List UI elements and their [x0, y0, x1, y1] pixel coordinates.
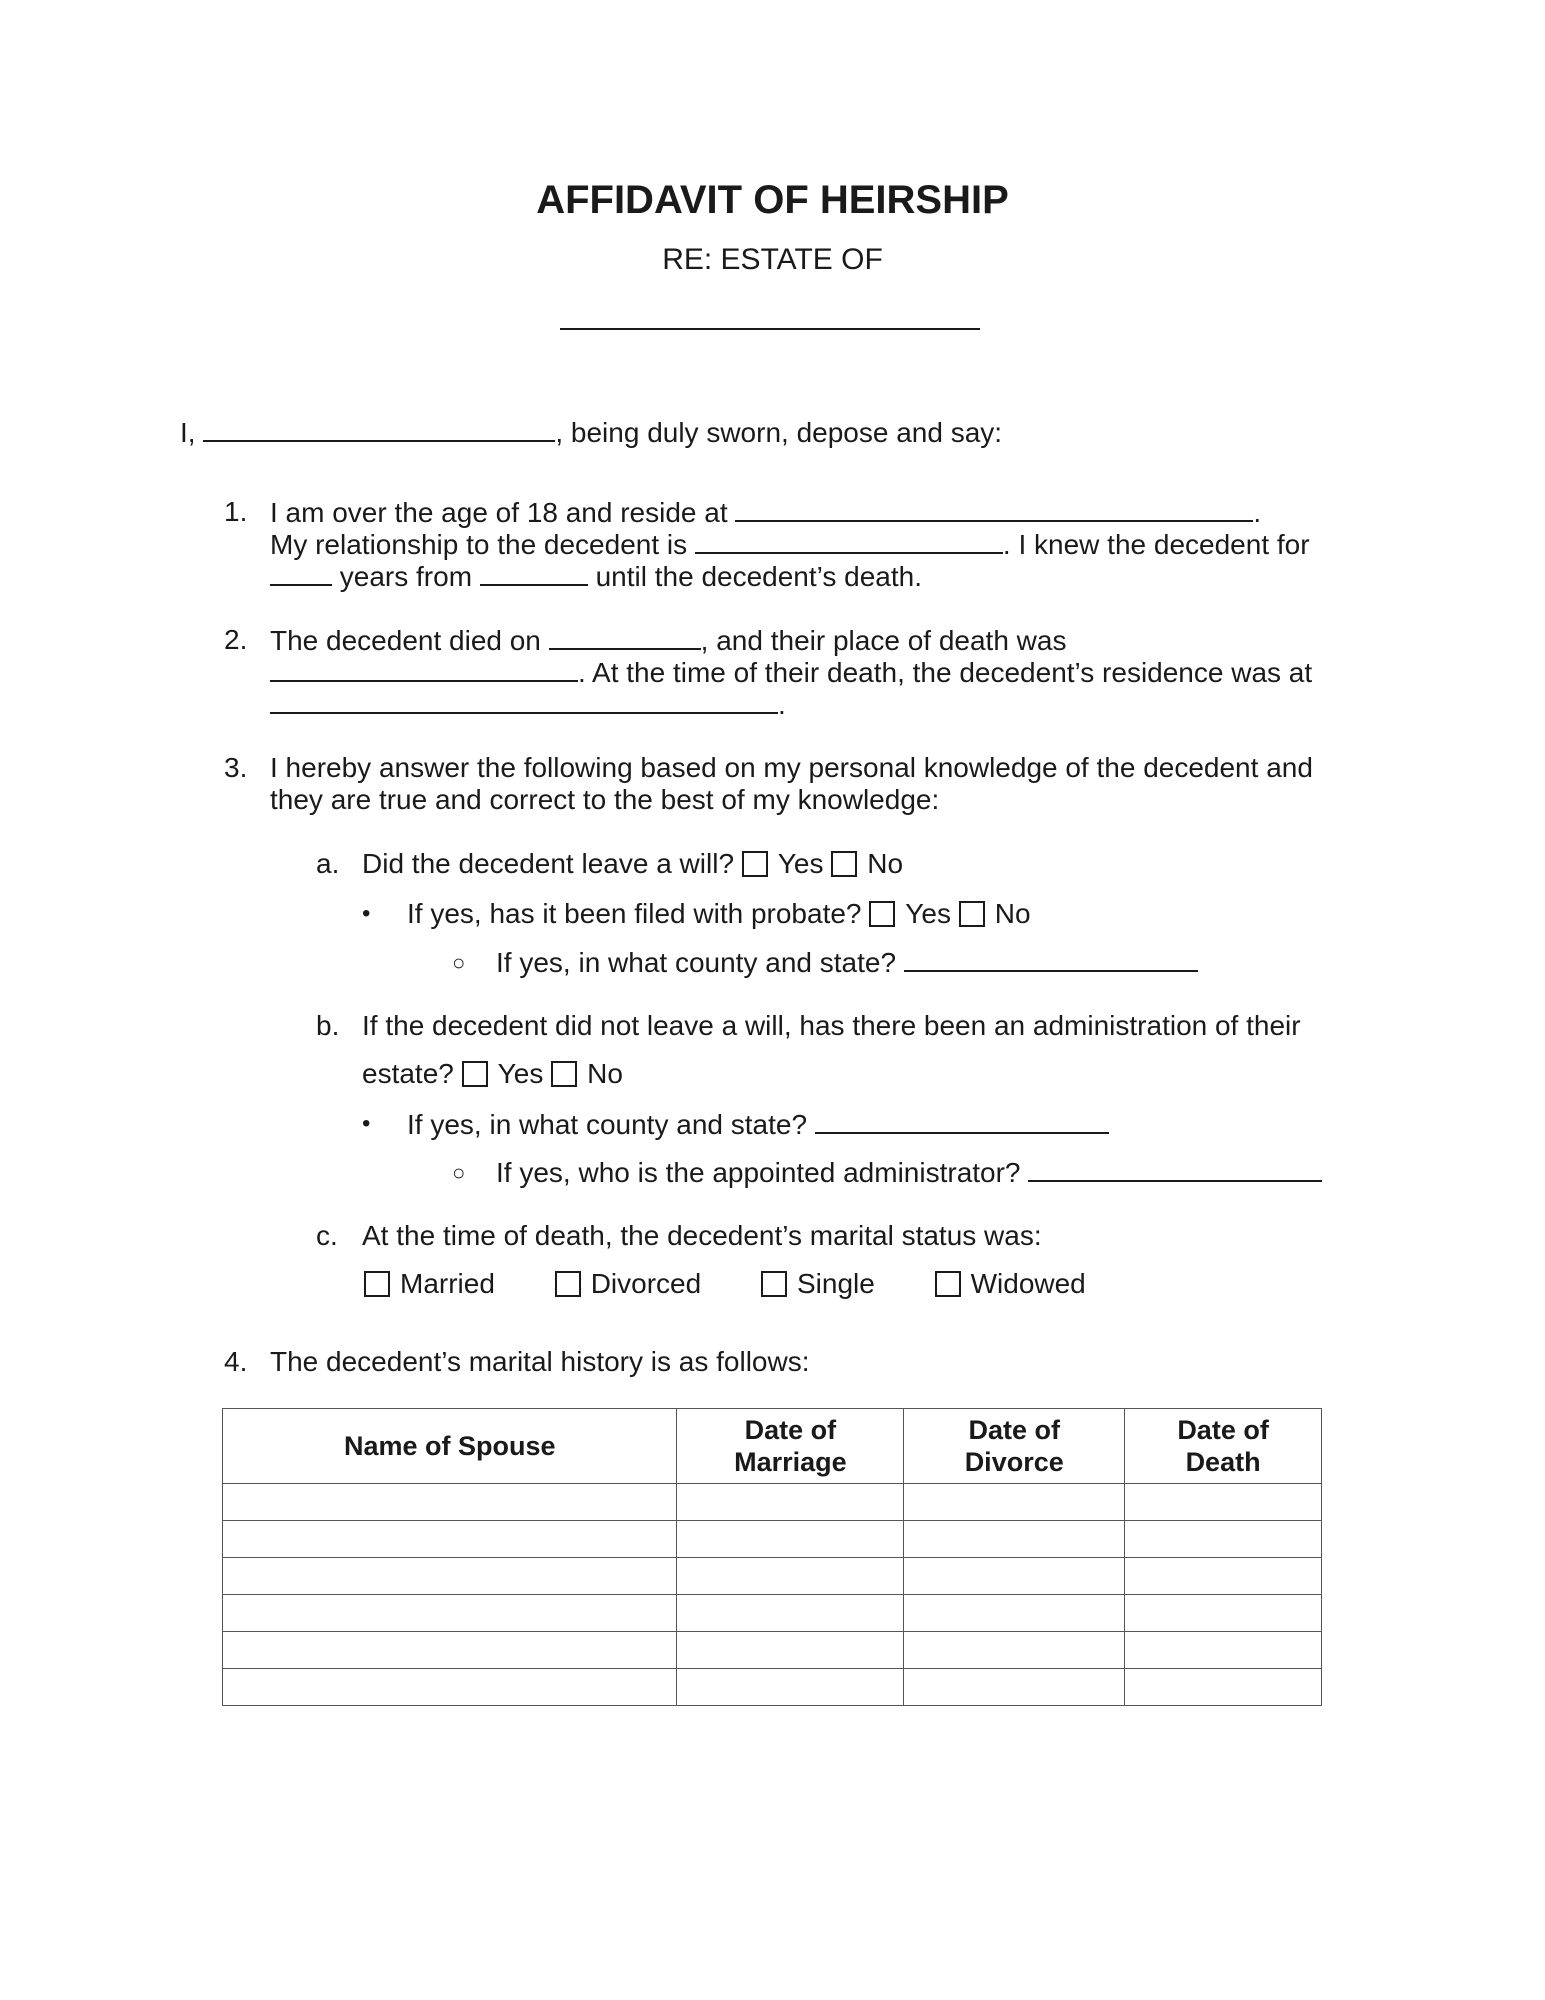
item-4-text: The decedent’s marital history is as follows: [270, 1346, 810, 1377]
item-3c-letter: c. [316, 1220, 338, 1251]
item-3b-letter: b. [316, 1010, 340, 1041]
item-1-line-2 [270, 528, 1310, 561]
administrator-question: If yes, who is the appointed administrator? [496, 1157, 1021, 1188]
bullet-icon: • [362, 900, 371, 927]
administration-yes-checkbox[interactable] [462, 1061, 488, 1087]
item-2-text-c: . At the time of their death, the decedent’s residence was at [578, 657, 1313, 688]
document-title: AFFIDAVIT OF HEIRSHIP [536, 178, 1009, 222]
option-single[interactable] [761, 1268, 875, 1300]
relationship-field[interactable] [695, 528, 1003, 554]
option-widowed[interactable] [935, 1268, 1086, 1300]
marriage-date-cell[interactable] [677, 1521, 904, 1558]
document-subtitle: RE: ESTATE OF [662, 243, 883, 276]
header-date-of-marriage: Date of Marriage [677, 1409, 904, 1484]
probate-county-field[interactable] [904, 946, 1198, 972]
header-date-of-divorce: Date of Divorce [904, 1409, 1125, 1484]
divorce-date-cell[interactable] [904, 1632, 1125, 1669]
marriage-date-cell[interactable] [677, 1669, 904, 1706]
item-2-text-b: , and their place of death was [700, 625, 1067, 656]
administration-county-line [407, 1108, 1109, 1141]
administration-county-field[interactable] [815, 1108, 1109, 1134]
death-date-cell[interactable] [1125, 1669, 1322, 1706]
widowed-label: Widowed [970, 1268, 1086, 1299]
spouse-name-cell[interactable] [223, 1484, 677, 1521]
widowed-checkbox[interactable] [935, 1271, 961, 1297]
marital-status-question: At the time of death, the decedent’s marital status was: [362, 1220, 1042, 1251]
table-row [223, 1669, 1322, 1706]
will-no-checkbox[interactable] [831, 851, 857, 877]
divorced-checkbox[interactable] [555, 1271, 581, 1297]
married-checkbox[interactable] [364, 1271, 390, 1297]
death-date-cell[interactable] [1125, 1595, 1322, 1632]
item-4-number: 4. [224, 1346, 248, 1377]
option-married[interactable] [364, 1268, 495, 1300]
probate-yes-checkbox[interactable] [869, 901, 895, 927]
divorce-date-cell[interactable] [904, 1558, 1125, 1595]
marriage-date-cell[interactable] [677, 1595, 904, 1632]
probate-question: If yes, has it been filed with probate? [407, 898, 862, 929]
table-header-row [223, 1409, 1322, 1484]
item-1-text-e: years from [339, 561, 473, 592]
item-1-line-3 [270, 560, 922, 593]
option-divorced[interactable] [555, 1268, 701, 1300]
death-date-cell[interactable] [1125, 1632, 1322, 1669]
administration-county-question: If yes, in what county and state? [407, 1109, 808, 1140]
circle-bullet-icon: ○ [452, 1160, 466, 1185]
date-of-death-field[interactable] [549, 624, 701, 650]
spouse-name-cell[interactable] [223, 1521, 677, 1558]
item-3a-line [362, 848, 903, 880]
circle-bullet-icon: ○ [452, 950, 466, 975]
marriage-date-cell[interactable] [677, 1558, 904, 1595]
intro-prefix: I, [180, 417, 196, 448]
affiant-name-field[interactable] [203, 416, 555, 442]
table-row [223, 1484, 1322, 1521]
probate-county-question: If yes, in what county and state? [496, 947, 897, 978]
spouse-name-cell[interactable] [223, 1595, 677, 1632]
table-row [223, 1595, 1322, 1632]
will-no-label: No [867, 848, 904, 879]
marital-history-table [222, 1408, 1322, 1706]
item-1-text-c: My relationship to the decedent is [270, 529, 688, 560]
probate-county-line [496, 946, 1198, 979]
item-3-line-1: I hereby answer the following based on my personal knowledge of the decedent and [270, 752, 1313, 783]
divorce-date-cell[interactable] [904, 1595, 1125, 1632]
marriage-date-cell[interactable] [677, 1632, 904, 1669]
residence-address-field[interactable] [735, 496, 1253, 522]
table-row [223, 1632, 1322, 1669]
item-1-text-d: . I knew the decedent for [1002, 529, 1310, 560]
known-from-field[interactable] [480, 560, 588, 586]
years-known-field[interactable] [270, 560, 332, 586]
divorce-date-cell[interactable] [904, 1484, 1125, 1521]
death-date-cell[interactable] [1125, 1484, 1322, 1521]
item-2-text-d: . [778, 689, 786, 720]
decedent-residence-field[interactable] [270, 688, 778, 714]
marriage-date-cell[interactable] [677, 1484, 904, 1521]
death-date-cell[interactable] [1125, 1558, 1322, 1595]
item-2-line-2 [270, 656, 1312, 689]
married-label: Married [400, 1268, 495, 1299]
administrator-field[interactable] [1028, 1156, 1322, 1182]
header-date-of-death: Date of Death [1125, 1409, 1322, 1484]
administrator-line [496, 1156, 1322, 1189]
will-yes-checkbox[interactable] [742, 851, 768, 877]
item-1-text-b: . [1253, 497, 1262, 528]
item-3-line-2: they are true and correct to the best of my knowledge: [270, 784, 940, 815]
item-1-text-f: until the decedent’s death. [595, 561, 922, 592]
item-1-text-a: I am over the age of 18 and reside at [270, 497, 728, 528]
item-3b-line-2 [362, 1058, 623, 1090]
administration-question: estate? [362, 1058, 454, 1089]
spouse-name-cell[interactable] [223, 1669, 677, 1706]
estate-name-field[interactable] [560, 328, 980, 330]
table-row [223, 1558, 1322, 1595]
item-1-number: 1. [224, 496, 248, 527]
spouse-name-cell[interactable] [223, 1632, 677, 1669]
item-3-number: 3. [224, 752, 248, 783]
item-2-line-1 [270, 624, 1066, 657]
item-3b-line-1: If the decedent did not leave a will, has there been an administration of their [362, 1010, 1301, 1041]
administration-yes-label: Yes [497, 1058, 544, 1089]
header-name-of-spouse: Name of Spouse [223, 1409, 677, 1484]
table-body [223, 1484, 1322, 1706]
item-3a-letter: a. [316, 848, 340, 879]
probate-no-label: No [994, 898, 1031, 929]
probate-no-checkbox[interactable] [959, 901, 985, 927]
single-label: Single [796, 1268, 875, 1299]
probate-line [407, 898, 1031, 930]
divorce-date-cell[interactable] [904, 1521, 1125, 1558]
will-question: Did the decedent leave a will? [362, 848, 735, 879]
administration-no-checkbox[interactable] [551, 1061, 577, 1087]
place-of-death-field[interactable] [270, 656, 578, 682]
single-checkbox[interactable] [761, 1271, 787, 1297]
divorce-date-cell[interactable] [904, 1669, 1125, 1706]
table-row [223, 1521, 1322, 1558]
marital-status-options [364, 1268, 1138, 1300]
item-2-line-3 [270, 688, 786, 721]
probate-yes-label: Yes [905, 898, 951, 929]
administration-no-label: No [587, 1058, 623, 1089]
intro-suffix: , being duly sworn, depose and say: [555, 417, 1003, 448]
will-yes-label: Yes [777, 848, 824, 879]
divorced-label: Divorced [590, 1268, 702, 1299]
item-2-number: 2. [224, 624, 248, 655]
bullet-icon: • [362, 1110, 371, 1137]
item-2-text-a: The decedent died on [270, 625, 541, 656]
spouse-name-cell[interactable] [223, 1558, 677, 1595]
death-date-cell[interactable] [1125, 1521, 1322, 1558]
intro-line [180, 416, 1002, 449]
item-1-line-1 [270, 496, 1261, 529]
